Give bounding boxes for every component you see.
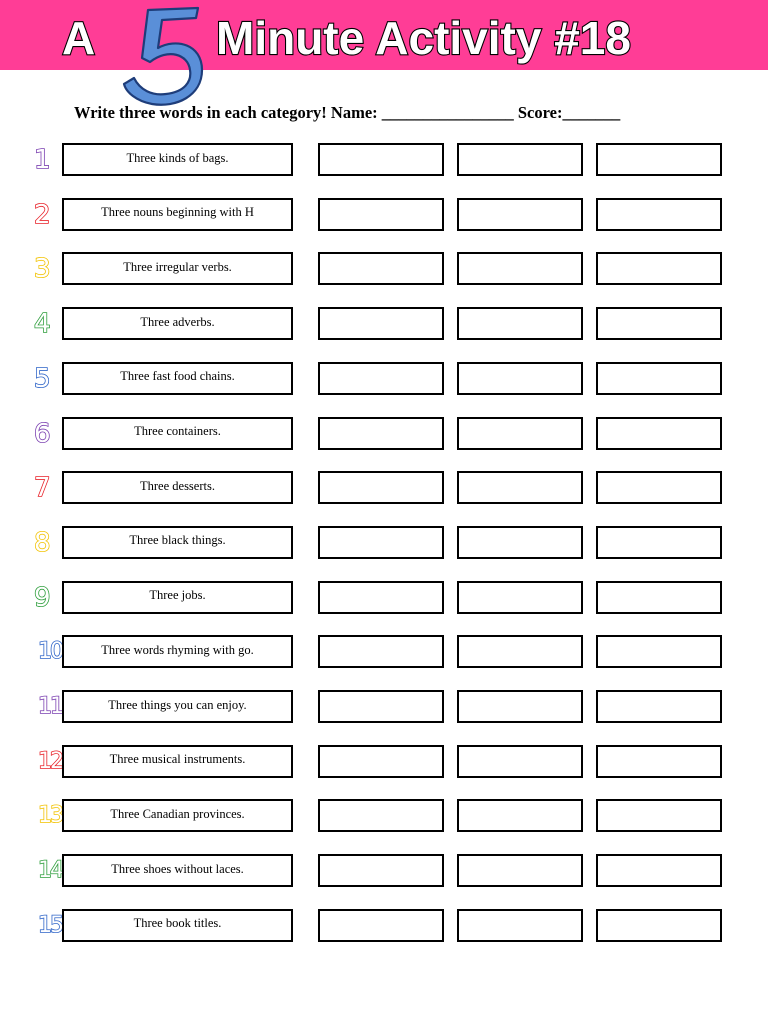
answer-box-2[interactable] xyxy=(457,307,583,340)
activity-row xyxy=(0,526,768,560)
answer-box-1[interactable] xyxy=(318,909,444,942)
category-prompt: Three things you can enjoy. xyxy=(62,690,293,723)
row-number: 7 xyxy=(34,473,51,504)
answer-box-3[interactable] xyxy=(596,854,722,887)
answer-box-3[interactable] xyxy=(596,471,722,504)
answer-box-2[interactable] xyxy=(457,417,583,450)
category-prompt: Three irregular verbs. xyxy=(62,252,293,285)
answer-box-1[interactable] xyxy=(318,799,444,832)
answer-box-3[interactable] xyxy=(596,143,722,176)
category-prompt: Three kinds of bags. xyxy=(62,143,293,176)
category-prompt: Three book titles. xyxy=(62,909,293,942)
category-prompt: Three jobs. xyxy=(62,581,293,614)
answer-box-1[interactable] xyxy=(318,471,444,504)
answer-box-2[interactable] xyxy=(457,745,583,778)
answer-box-3[interactable] xyxy=(596,362,722,395)
answer-box-3[interactable] xyxy=(596,526,722,559)
answer-box-1[interactable] xyxy=(318,581,444,614)
activity-row xyxy=(0,417,768,451)
answer-box-2[interactable] xyxy=(457,854,583,887)
row-number: 2 xyxy=(34,199,51,230)
title-heading: Minute Activity #18 xyxy=(216,12,631,64)
answer-box-2[interactable] xyxy=(457,690,583,723)
activity-row xyxy=(0,635,768,669)
category-prompt: Three black things. xyxy=(62,526,293,559)
answer-box-2[interactable] xyxy=(457,198,583,231)
answer-box-1[interactable] xyxy=(318,362,444,395)
answer-box-2[interactable] xyxy=(457,362,583,395)
answer-box-2[interactable] xyxy=(457,252,583,285)
answer-box-1[interactable] xyxy=(318,417,444,450)
answer-box-1[interactable] xyxy=(318,745,444,778)
category-prompt: Three containers. xyxy=(62,417,293,450)
row-number: 10 xyxy=(38,639,62,665)
row-number: 4 xyxy=(34,309,51,340)
activity-row xyxy=(0,909,768,943)
answer-box-1[interactable] xyxy=(318,526,444,559)
answer-box-1[interactable] xyxy=(318,252,444,285)
activity-row xyxy=(0,252,768,286)
row-number: 11 xyxy=(38,694,62,719)
row-number: 6 xyxy=(34,418,51,449)
category-prompt: Three desserts. xyxy=(62,471,293,504)
category-prompt: Three shoes without laces. xyxy=(62,854,293,887)
answer-box-3[interactable] xyxy=(596,252,722,285)
answer-box-2[interactable] xyxy=(457,143,583,176)
answer-box-2[interactable] xyxy=(457,581,583,614)
answer-box-2[interactable] xyxy=(457,635,583,668)
activity-row xyxy=(0,362,768,396)
category-prompt: Three words rhyming with go. xyxy=(62,635,293,668)
answer-box-2[interactable] xyxy=(457,471,583,504)
answer-box-3[interactable] xyxy=(596,909,722,942)
row-number: 15 xyxy=(38,912,62,938)
activity-row xyxy=(0,745,768,779)
five-numeral-icon xyxy=(118,4,208,108)
row-number: 14 xyxy=(38,858,62,884)
category-prompt: Three nouns beginning with H xyxy=(62,198,293,231)
answer-box-3[interactable] xyxy=(596,198,722,231)
answer-box-2[interactable] xyxy=(457,799,583,832)
answer-box-3[interactable] xyxy=(596,799,722,832)
row-number: 8 xyxy=(34,527,51,558)
category-prompt: Three musical instruments. xyxy=(62,745,293,778)
row-number: 12 xyxy=(38,748,62,774)
row-number: 9 xyxy=(34,582,51,613)
answer-box-3[interactable] xyxy=(596,690,722,723)
row-number: 13 xyxy=(38,803,62,829)
activity-row xyxy=(0,307,768,341)
answer-box-1[interactable] xyxy=(318,143,444,176)
answer-box-3[interactable] xyxy=(596,635,722,668)
answer-box-1[interactable] xyxy=(318,854,444,887)
answer-box-1[interactable] xyxy=(318,690,444,723)
answer-box-3[interactable] xyxy=(596,417,722,450)
category-prompt: Three adverbs. xyxy=(62,307,293,340)
answer-box-3[interactable] xyxy=(596,307,722,340)
answer-box-3[interactable] xyxy=(596,581,722,614)
answer-box-1[interactable] xyxy=(318,635,444,668)
answer-box-3[interactable] xyxy=(596,745,722,778)
title-letter-a: A xyxy=(62,12,96,64)
category-prompt: Three Canadian provinces. xyxy=(62,799,293,832)
row-number: 1 xyxy=(34,145,51,175)
activity-row xyxy=(0,471,768,505)
activity-row xyxy=(0,690,768,724)
row-number: 5 xyxy=(34,363,51,394)
row-number: 3 xyxy=(34,254,51,285)
instructions-line: Write three words in each category! Name: ________________ Score:_______ xyxy=(74,103,621,122)
answer-box-2[interactable] xyxy=(457,526,583,559)
activity-row xyxy=(0,198,768,232)
answer-box-1[interactable] xyxy=(318,307,444,340)
activity-row xyxy=(0,143,768,177)
category-prompt: Three fast food chains. xyxy=(62,362,293,395)
activity-row xyxy=(0,854,768,888)
activity-row xyxy=(0,581,768,615)
answer-box-1[interactable] xyxy=(318,198,444,231)
answer-box-2[interactable] xyxy=(457,909,583,942)
activity-row xyxy=(0,799,768,833)
